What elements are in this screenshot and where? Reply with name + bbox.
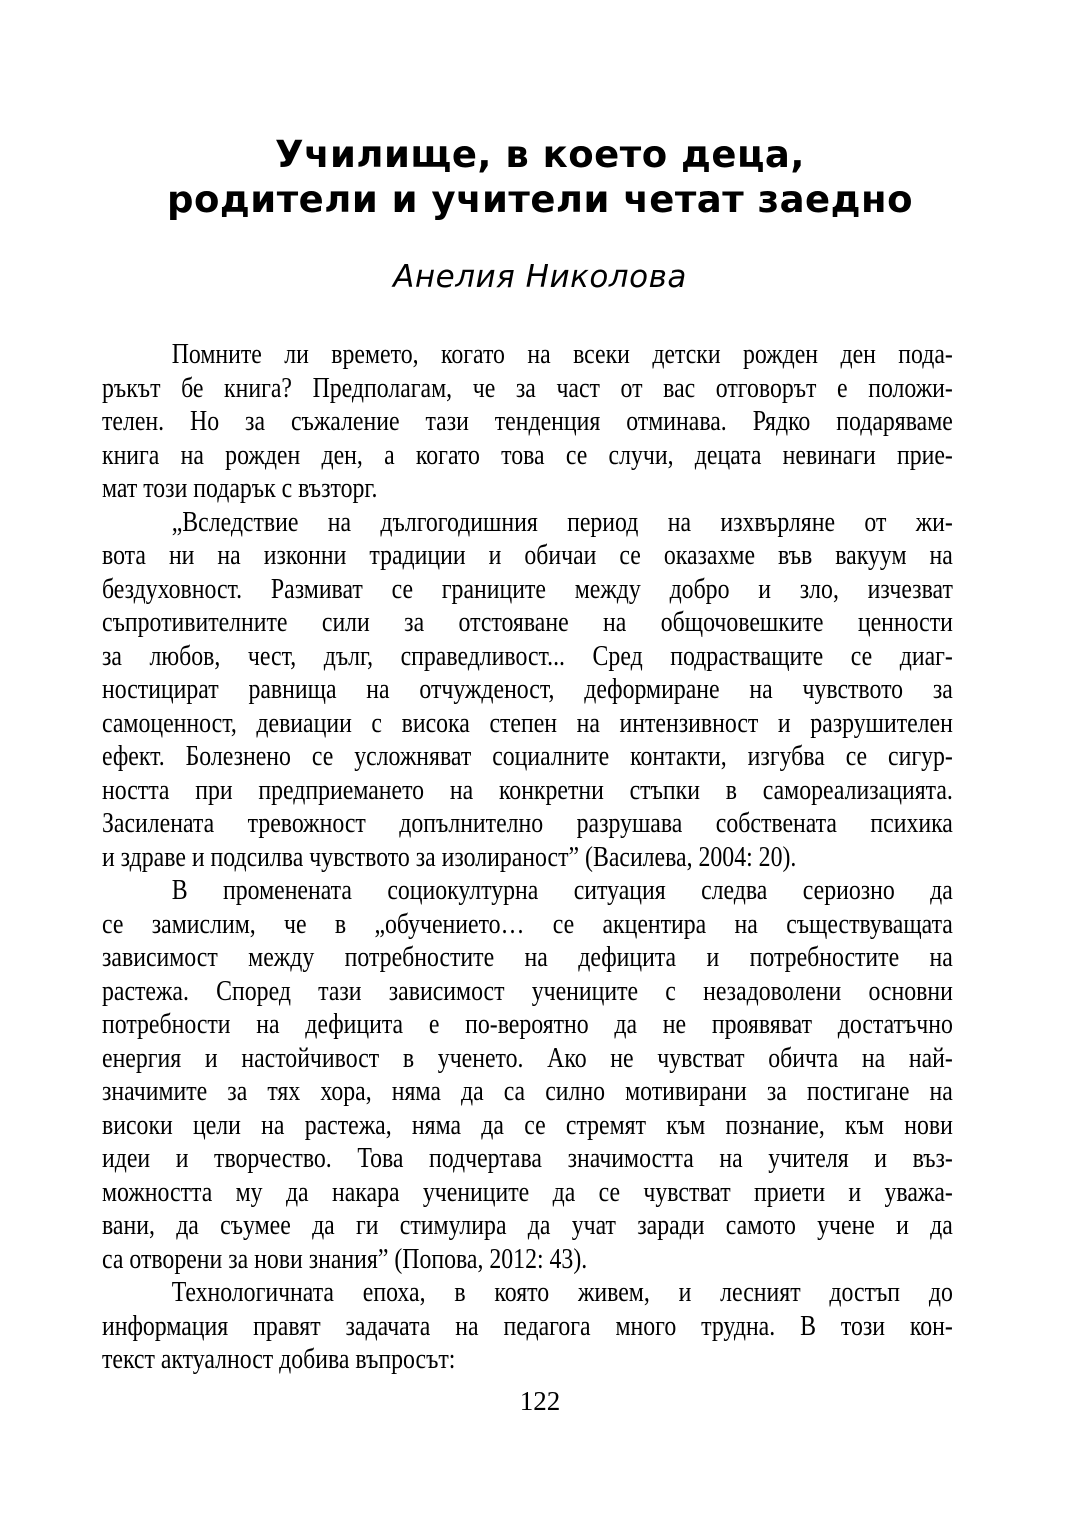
text-line: за любов, чест, дълг, справедливост... Сред подрастващите се диаг- — [102, 640, 953, 672]
text-line: ността при предприемането на конкретни стъпки в самореализацията. — [102, 774, 953, 806]
text-line: самоценност, девиации с висока степен на интензивност и разрушителен — [102, 707, 953, 739]
text-line: В променената социокултурна ситуация следва сериозно да — [171, 875, 953, 906]
text-line: мат този подарък с възторг. — [102, 473, 378, 504]
text-line: телен. Но за съжаление тази тенденция отминава. Рядко подаряваме — [102, 406, 953, 437]
paragraph — [102, 1276, 953, 1377]
text-line: високи цели на растежа, няма да се стремят към познание, към нови — [102, 1109, 953, 1141]
text-line: „Вследствие на дългогодишния период на изхвърляне от жи- — [171, 506, 953, 538]
text-line: бездуховност. Размиват се границите между добро и зло, изчезват — [102, 573, 953, 605]
text-line: и здраве и подсилва чувството за изолираност” (Василева, 2004: 20). — [102, 841, 797, 873]
text-line: книга на рожден ден, а когато това се случи, децата невинаги прие- — [102, 439, 953, 471]
text-line: идеи и творчество. Това подчертава значимостта на учителя и въз- — [102, 1143, 953, 1174]
article-title-line-1: Училище, в което деца, — [275, 133, 805, 176]
text-line: Технологичната епоха, в която живем, и лесният достъп до — [171, 1277, 953, 1308]
text-line: можността му да накара учениците да се чувстват приети и уважа- — [102, 1176, 953, 1208]
body-text — [102, 338, 953, 1377]
text-line: ефект. Болезнено се усложняват социалните контакти, изгубва се сигур- — [102, 741, 953, 772]
paragraph — [102, 506, 953, 875]
text-line: са отворени за нови знания” (Попова, 2012: 43). — [102, 1243, 588, 1275]
page-number: 122 — [519, 1385, 561, 1416]
article-title — [0, 0, 1080, 222]
text-line: потребности на дефицита е по-вероятно да не проявяват достатъчно — [102, 1009, 953, 1040]
author-name: Анелия Николова — [393, 259, 687, 295]
text-line: зависимост между потребностите на дефицита и потребностите на — [102, 942, 953, 973]
paragraph — [102, 338, 953, 506]
text-line: растежа. Според тази зависимост учениците с незадоволени основни — [102, 975, 953, 1007]
text-line: информация правят задачата на педагога много трудна. В този кон- — [102, 1310, 953, 1342]
text-line: текст актуалност добива въпросът: — [102, 1344, 456, 1375]
text-line: значимите за тях хора, няма да са силно мотивирани за постигане на — [102, 1076, 953, 1107]
text-line: съпротивителните сили за отстояване на общочовешките ценности — [102, 607, 953, 638]
text-line: енергия и настойчивост в ученето. Ако не чувстват обичта на най- — [102, 1042, 953, 1074]
paragraph — [102, 874, 953, 1276]
text-line: се замислим, че в „обучението… се акцентира на съществуващата — [102, 908, 953, 940]
article-title-line-2: родители и учители четат заедно — [166, 178, 913, 221]
text-line: Помните ли времето, когато на всеки детски рожден ден пода- — [171, 339, 953, 370]
text-line: ностицират равнища на отчужденост, деформиране на чувството за — [102, 674, 953, 705]
text-line: вани, да съумее да ги стимулира да учат заради самото учене и да — [102, 1210, 953, 1241]
text-line: Засилената тревожност допълнително разрушава собствената психика — [102, 808, 953, 839]
text-line: вота ни на изконни традиции и обичаи се оказахме във вакуум на — [102, 540, 953, 571]
text-line: ръкът бе книга? Предполагам, че за част от вас отговорът е положи- — [102, 372, 953, 404]
